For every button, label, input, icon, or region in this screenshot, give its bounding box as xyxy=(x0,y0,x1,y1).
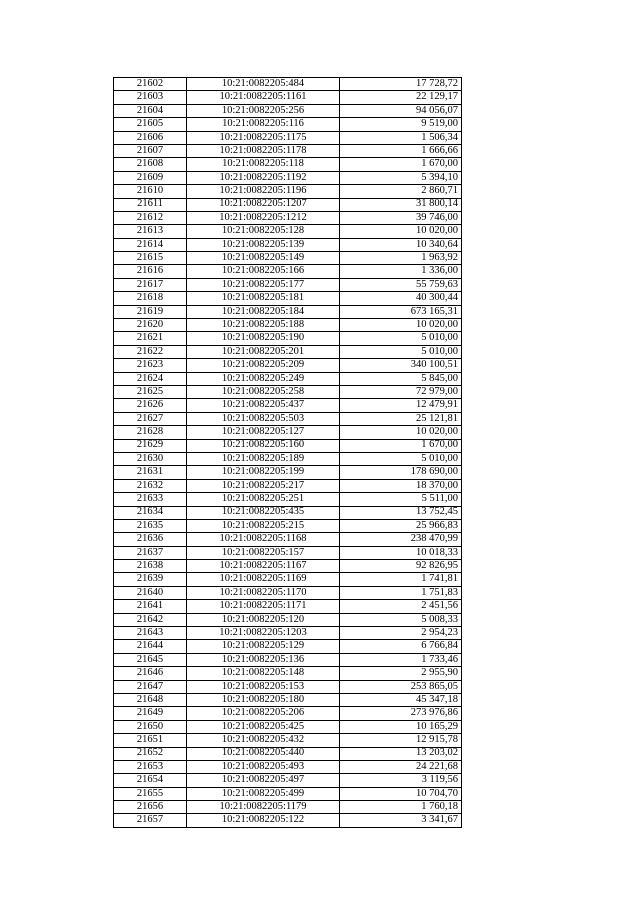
table-body xyxy=(114,78,462,828)
cadastral-number-cell: 10:21:0082205:258 xyxy=(187,385,340,398)
row-number-cell: 21611 xyxy=(114,198,187,211)
table-row xyxy=(114,760,462,773)
cadastral-number-cell: 10:21:0082205:157 xyxy=(187,546,340,559)
cadastral-number-cell: 10:21:0082205:425 xyxy=(187,720,340,733)
table-row xyxy=(114,452,462,465)
amount-cell: 3 119,56 xyxy=(340,774,462,787)
row-number-cell: 21617 xyxy=(114,278,187,291)
row-number-cell: 21610 xyxy=(114,185,187,198)
amount-cell: 22 129,17 xyxy=(340,91,462,104)
amount-cell: 10 340,64 xyxy=(340,238,462,251)
cadastral-number-cell: 10:21:0082205:251 xyxy=(187,493,340,506)
amount-cell: 238 470,99 xyxy=(340,533,462,546)
row-number-cell: 21627 xyxy=(114,412,187,425)
row-number-cell: 21643 xyxy=(114,627,187,640)
amount-cell: 2 954,23 xyxy=(340,627,462,640)
row-number-cell: 21642 xyxy=(114,613,187,626)
cadastral-number-cell: 10:21:0082205:499 xyxy=(187,787,340,800)
row-number-cell: 21637 xyxy=(114,546,187,559)
row-number-cell: 21657 xyxy=(114,814,187,827)
cadastral-number-cell: 10:21:0082205:127 xyxy=(187,426,340,439)
table-row xyxy=(114,185,462,198)
row-number-cell: 21638 xyxy=(114,560,187,573)
table-row xyxy=(114,319,462,332)
cadastral-number-cell: 10:21:0082205:120 xyxy=(187,613,340,626)
row-number-cell: 21650 xyxy=(114,720,187,733)
cadastral-number-cell: 10:21:0082205:199 xyxy=(187,466,340,479)
cadastral-number-cell: 10:21:0082205:1175 xyxy=(187,131,340,144)
table-row xyxy=(114,238,462,251)
row-number-cell: 21639 xyxy=(114,573,187,586)
row-number-cell: 21634 xyxy=(114,506,187,519)
amount-cell: 273 976,86 xyxy=(340,707,462,720)
amount-cell: 92 826,95 xyxy=(340,560,462,573)
amount-cell: 1 741,81 xyxy=(340,573,462,586)
row-number-cell: 21654 xyxy=(114,774,187,787)
table-row xyxy=(114,131,462,144)
table-row xyxy=(114,345,462,358)
cadastral-number-cell: 10:21:0082205:118 xyxy=(187,158,340,171)
table-row xyxy=(114,479,462,492)
amount-cell: 6 766,84 xyxy=(340,640,462,653)
table-row xyxy=(114,519,462,532)
cadastral-number-cell: 10:21:0082205:217 xyxy=(187,479,340,492)
row-number-cell: 21612 xyxy=(114,211,187,224)
table-row xyxy=(114,78,462,91)
cadastral-number-cell: 10:21:0082205:1169 xyxy=(187,573,340,586)
table-row xyxy=(114,693,462,706)
table-row xyxy=(114,118,462,131)
cadastral-number-cell: 10:21:0082205:206 xyxy=(187,707,340,720)
table-row xyxy=(114,292,462,305)
amount-cell: 10 704,70 xyxy=(340,787,462,800)
amount-cell: 94 056,07 xyxy=(340,104,462,117)
cadastral-number-cell: 10:21:0082205:181 xyxy=(187,292,340,305)
row-number-cell: 21630 xyxy=(114,452,187,465)
row-number-cell: 21623 xyxy=(114,359,187,372)
amount-cell: 5 010,00 xyxy=(340,345,462,358)
cadastral-number-cell: 10:21:0082205:1207 xyxy=(187,198,340,211)
cadastral-number-cell: 10:21:0082205:503 xyxy=(187,412,340,425)
amount-cell: 10 165,29 xyxy=(340,720,462,733)
row-number-cell: 21622 xyxy=(114,345,187,358)
amount-cell: 1 751,83 xyxy=(340,586,462,599)
row-number-cell: 21626 xyxy=(114,399,187,412)
data-table xyxy=(113,77,462,828)
cadastral-number-cell: 10:21:0082205:215 xyxy=(187,519,340,532)
cadastral-number-cell: 10:21:0082205:1179 xyxy=(187,801,340,814)
amount-cell: 24 221,68 xyxy=(340,760,462,773)
row-number-cell: 21605 xyxy=(114,118,187,131)
row-number-cell: 21603 xyxy=(114,91,187,104)
cadastral-number-cell: 10:21:0082205:1192 xyxy=(187,171,340,184)
amount-cell: 1 670,00 xyxy=(340,158,462,171)
amount-cell: 5 010,00 xyxy=(340,452,462,465)
amount-cell: 1 963,92 xyxy=(340,252,462,265)
table-row xyxy=(114,734,462,747)
cadastral-number-cell: 10:21:0082205:1170 xyxy=(187,586,340,599)
amount-cell: 5 511,00 xyxy=(340,493,462,506)
table-row xyxy=(114,680,462,693)
amount-cell: 178 690,00 xyxy=(340,466,462,479)
cadastral-number-cell: 10:21:0082205:1171 xyxy=(187,600,340,613)
cadastral-number-cell: 10:21:0082205:129 xyxy=(187,640,340,653)
amount-cell: 9 519,00 xyxy=(340,118,462,131)
amount-cell: 2 955,90 xyxy=(340,667,462,680)
cadastral-number-cell: 10:21:0082205:1168 xyxy=(187,533,340,546)
amount-cell: 39 746,00 xyxy=(340,211,462,224)
amount-cell: 340 100,51 xyxy=(340,359,462,372)
amount-cell: 2 860,71 xyxy=(340,185,462,198)
row-number-cell: 21629 xyxy=(114,439,187,452)
table-row xyxy=(114,158,462,171)
table-row xyxy=(114,305,462,318)
row-number-cell: 21632 xyxy=(114,479,187,492)
table-row xyxy=(114,707,462,720)
amount-cell: 13 203,02 xyxy=(340,747,462,760)
cadastral-number-cell: 10:21:0082205:188 xyxy=(187,319,340,332)
table-row xyxy=(114,546,462,559)
cadastral-number-cell: 10:21:0082205:177 xyxy=(187,278,340,291)
amount-cell: 55 759,63 xyxy=(340,278,462,291)
table-row xyxy=(114,359,462,372)
table-row xyxy=(114,627,462,640)
table-row xyxy=(114,426,462,439)
cadastral-number-cell: 10:21:0082205:122 xyxy=(187,814,340,827)
table-row xyxy=(114,667,462,680)
cadastral-number-cell: 10:21:0082205:440 xyxy=(187,747,340,760)
table-row xyxy=(114,211,462,224)
row-number-cell: 21609 xyxy=(114,171,187,184)
cadastral-number-cell: 10:21:0082205:1212 xyxy=(187,211,340,224)
amount-cell: 13 752,45 xyxy=(340,506,462,519)
amount-cell: 25 966,83 xyxy=(340,519,462,532)
row-number-cell: 21633 xyxy=(114,493,187,506)
amount-cell: 5 845,00 xyxy=(340,372,462,385)
row-number-cell: 21644 xyxy=(114,640,187,653)
table-row xyxy=(114,225,462,238)
table-row xyxy=(114,265,462,278)
amount-cell: 1 506,34 xyxy=(340,131,462,144)
cadastral-number-cell: 10:21:0082205:484 xyxy=(187,78,340,91)
amount-cell: 5 394,10 xyxy=(340,171,462,184)
row-number-cell: 21651 xyxy=(114,734,187,747)
amount-cell: 2 451,56 xyxy=(340,600,462,613)
amount-cell: 673 165,31 xyxy=(340,305,462,318)
row-number-cell: 21624 xyxy=(114,372,187,385)
cadastral-number-cell: 10:21:0082205:190 xyxy=(187,332,340,345)
amount-cell: 12 915,78 xyxy=(340,734,462,747)
row-number-cell: 21619 xyxy=(114,305,187,318)
row-number-cell: 21602 xyxy=(114,78,187,91)
table-row xyxy=(114,466,462,479)
row-number-cell: 21635 xyxy=(114,519,187,532)
amount-cell: 1 670,00 xyxy=(340,439,462,452)
cadastral-number-cell: 10:21:0082205:435 xyxy=(187,506,340,519)
table-row xyxy=(114,720,462,733)
cadastral-number-cell: 10:21:0082205:148 xyxy=(187,667,340,680)
amount-cell: 40 300,44 xyxy=(340,292,462,305)
row-number-cell: 21641 xyxy=(114,600,187,613)
row-number-cell: 21620 xyxy=(114,319,187,332)
table-row xyxy=(114,412,462,425)
row-number-cell: 21625 xyxy=(114,385,187,398)
table-row xyxy=(114,600,462,613)
amount-cell: 5 010,00 xyxy=(340,332,462,345)
row-number-cell: 21636 xyxy=(114,533,187,546)
table-row xyxy=(114,586,462,599)
cadastral-number-cell: 10:21:0082205:116 xyxy=(187,118,340,131)
amount-cell: 10 018,33 xyxy=(340,546,462,559)
cadastral-number-cell: 10:21:0082205:1167 xyxy=(187,560,340,573)
amount-cell: 10 020,00 xyxy=(340,225,462,238)
row-number-cell: 21608 xyxy=(114,158,187,171)
amount-cell: 25 121,81 xyxy=(340,412,462,425)
table-row xyxy=(114,252,462,265)
amount-cell: 253 865,05 xyxy=(340,680,462,693)
table-row xyxy=(114,144,462,157)
row-number-cell: 21655 xyxy=(114,787,187,800)
cadastral-number-cell: 10:21:0082205:153 xyxy=(187,680,340,693)
row-number-cell: 21653 xyxy=(114,760,187,773)
row-number-cell: 21628 xyxy=(114,426,187,439)
amount-cell: 1 760,18 xyxy=(340,801,462,814)
row-number-cell: 21656 xyxy=(114,801,187,814)
amount-cell: 18 370,00 xyxy=(340,479,462,492)
table-row xyxy=(114,613,462,626)
row-number-cell: 21640 xyxy=(114,586,187,599)
row-number-cell: 21613 xyxy=(114,225,187,238)
cadastral-number-cell: 10:21:0082205:128 xyxy=(187,225,340,238)
table-row xyxy=(114,640,462,653)
cadastral-number-cell: 10:21:0082205:256 xyxy=(187,104,340,117)
cadastral-number-cell: 10:21:0082205:1203 xyxy=(187,627,340,640)
amount-cell: 1 666,66 xyxy=(340,144,462,157)
cadastral-number-cell: 10:21:0082205:249 xyxy=(187,372,340,385)
table-row xyxy=(114,533,462,546)
cadastral-number-cell: 10:21:0082205:201 xyxy=(187,345,340,358)
cadastral-number-cell: 10:21:0082205:180 xyxy=(187,693,340,706)
cadastral-number-cell: 10:21:0082205:1196 xyxy=(187,185,340,198)
cadastral-number-cell: 10:21:0082205:209 xyxy=(187,359,340,372)
cadastral-number-cell: 10:21:0082205:149 xyxy=(187,252,340,265)
amount-cell: 72 979,00 xyxy=(340,385,462,398)
row-number-cell: 21606 xyxy=(114,131,187,144)
cadastral-number-cell: 10:21:0082205:160 xyxy=(187,439,340,452)
cadastral-number-cell: 10:21:0082205:497 xyxy=(187,774,340,787)
table-row xyxy=(114,439,462,452)
table-row xyxy=(114,91,462,104)
cadastral-number-cell: 10:21:0082205:136 xyxy=(187,653,340,666)
row-number-cell: 21645 xyxy=(114,653,187,666)
cadastral-number-cell: 10:21:0082205:1178 xyxy=(187,144,340,157)
table-row xyxy=(114,399,462,412)
cadastral-number-cell: 10:21:0082205:1161 xyxy=(187,91,340,104)
row-number-cell: 21649 xyxy=(114,707,187,720)
cadastral-number-cell: 10:21:0082205:166 xyxy=(187,265,340,278)
table-row xyxy=(114,372,462,385)
table-row xyxy=(114,787,462,800)
amount-cell: 1 733,46 xyxy=(340,653,462,666)
row-number-cell: 21652 xyxy=(114,747,187,760)
table-row xyxy=(114,774,462,787)
row-number-cell: 21615 xyxy=(114,252,187,265)
row-number-cell: 21604 xyxy=(114,104,187,117)
cadastral-number-cell: 10:21:0082205:437 xyxy=(187,399,340,412)
table-row xyxy=(114,385,462,398)
table-row xyxy=(114,171,462,184)
row-number-cell: 21614 xyxy=(114,238,187,251)
table-row xyxy=(114,278,462,291)
table-row xyxy=(114,560,462,573)
row-number-cell: 21646 xyxy=(114,667,187,680)
amount-cell: 5 008,33 xyxy=(340,613,462,626)
amount-cell: 10 020,00 xyxy=(340,319,462,332)
table-row xyxy=(114,814,462,827)
cadastral-number-cell: 10:21:0082205:184 xyxy=(187,305,340,318)
row-number-cell: 21618 xyxy=(114,292,187,305)
table-row xyxy=(114,653,462,666)
row-number-cell: 21616 xyxy=(114,265,187,278)
row-number-cell: 21621 xyxy=(114,332,187,345)
table-row xyxy=(114,332,462,345)
table-row xyxy=(114,573,462,586)
table-row xyxy=(114,104,462,117)
table-row xyxy=(114,198,462,211)
row-number-cell: 21607 xyxy=(114,144,187,157)
amount-cell: 31 800,14 xyxy=(340,198,462,211)
cadastral-number-cell: 10:21:0082205:432 xyxy=(187,734,340,747)
row-number-cell: 21647 xyxy=(114,680,187,693)
cadastral-number-cell: 10:21:0082205:493 xyxy=(187,760,340,773)
row-number-cell: 21648 xyxy=(114,693,187,706)
amount-cell: 45 347,18 xyxy=(340,693,462,706)
cadastral-number-cell: 10:21:0082205:189 xyxy=(187,452,340,465)
table-row xyxy=(114,801,462,814)
cadastral-number-cell: 10:21:0082205:139 xyxy=(187,238,340,251)
table-row xyxy=(114,506,462,519)
amount-cell: 1 336,00 xyxy=(340,265,462,278)
amount-cell: 12 479,91 xyxy=(340,399,462,412)
amount-cell: 17 728,72 xyxy=(340,78,462,91)
table-row xyxy=(114,747,462,760)
table-row xyxy=(114,493,462,506)
amount-cell: 3 341,67 xyxy=(340,814,462,827)
row-number-cell: 21631 xyxy=(114,466,187,479)
amount-cell: 10 020,00 xyxy=(340,426,462,439)
